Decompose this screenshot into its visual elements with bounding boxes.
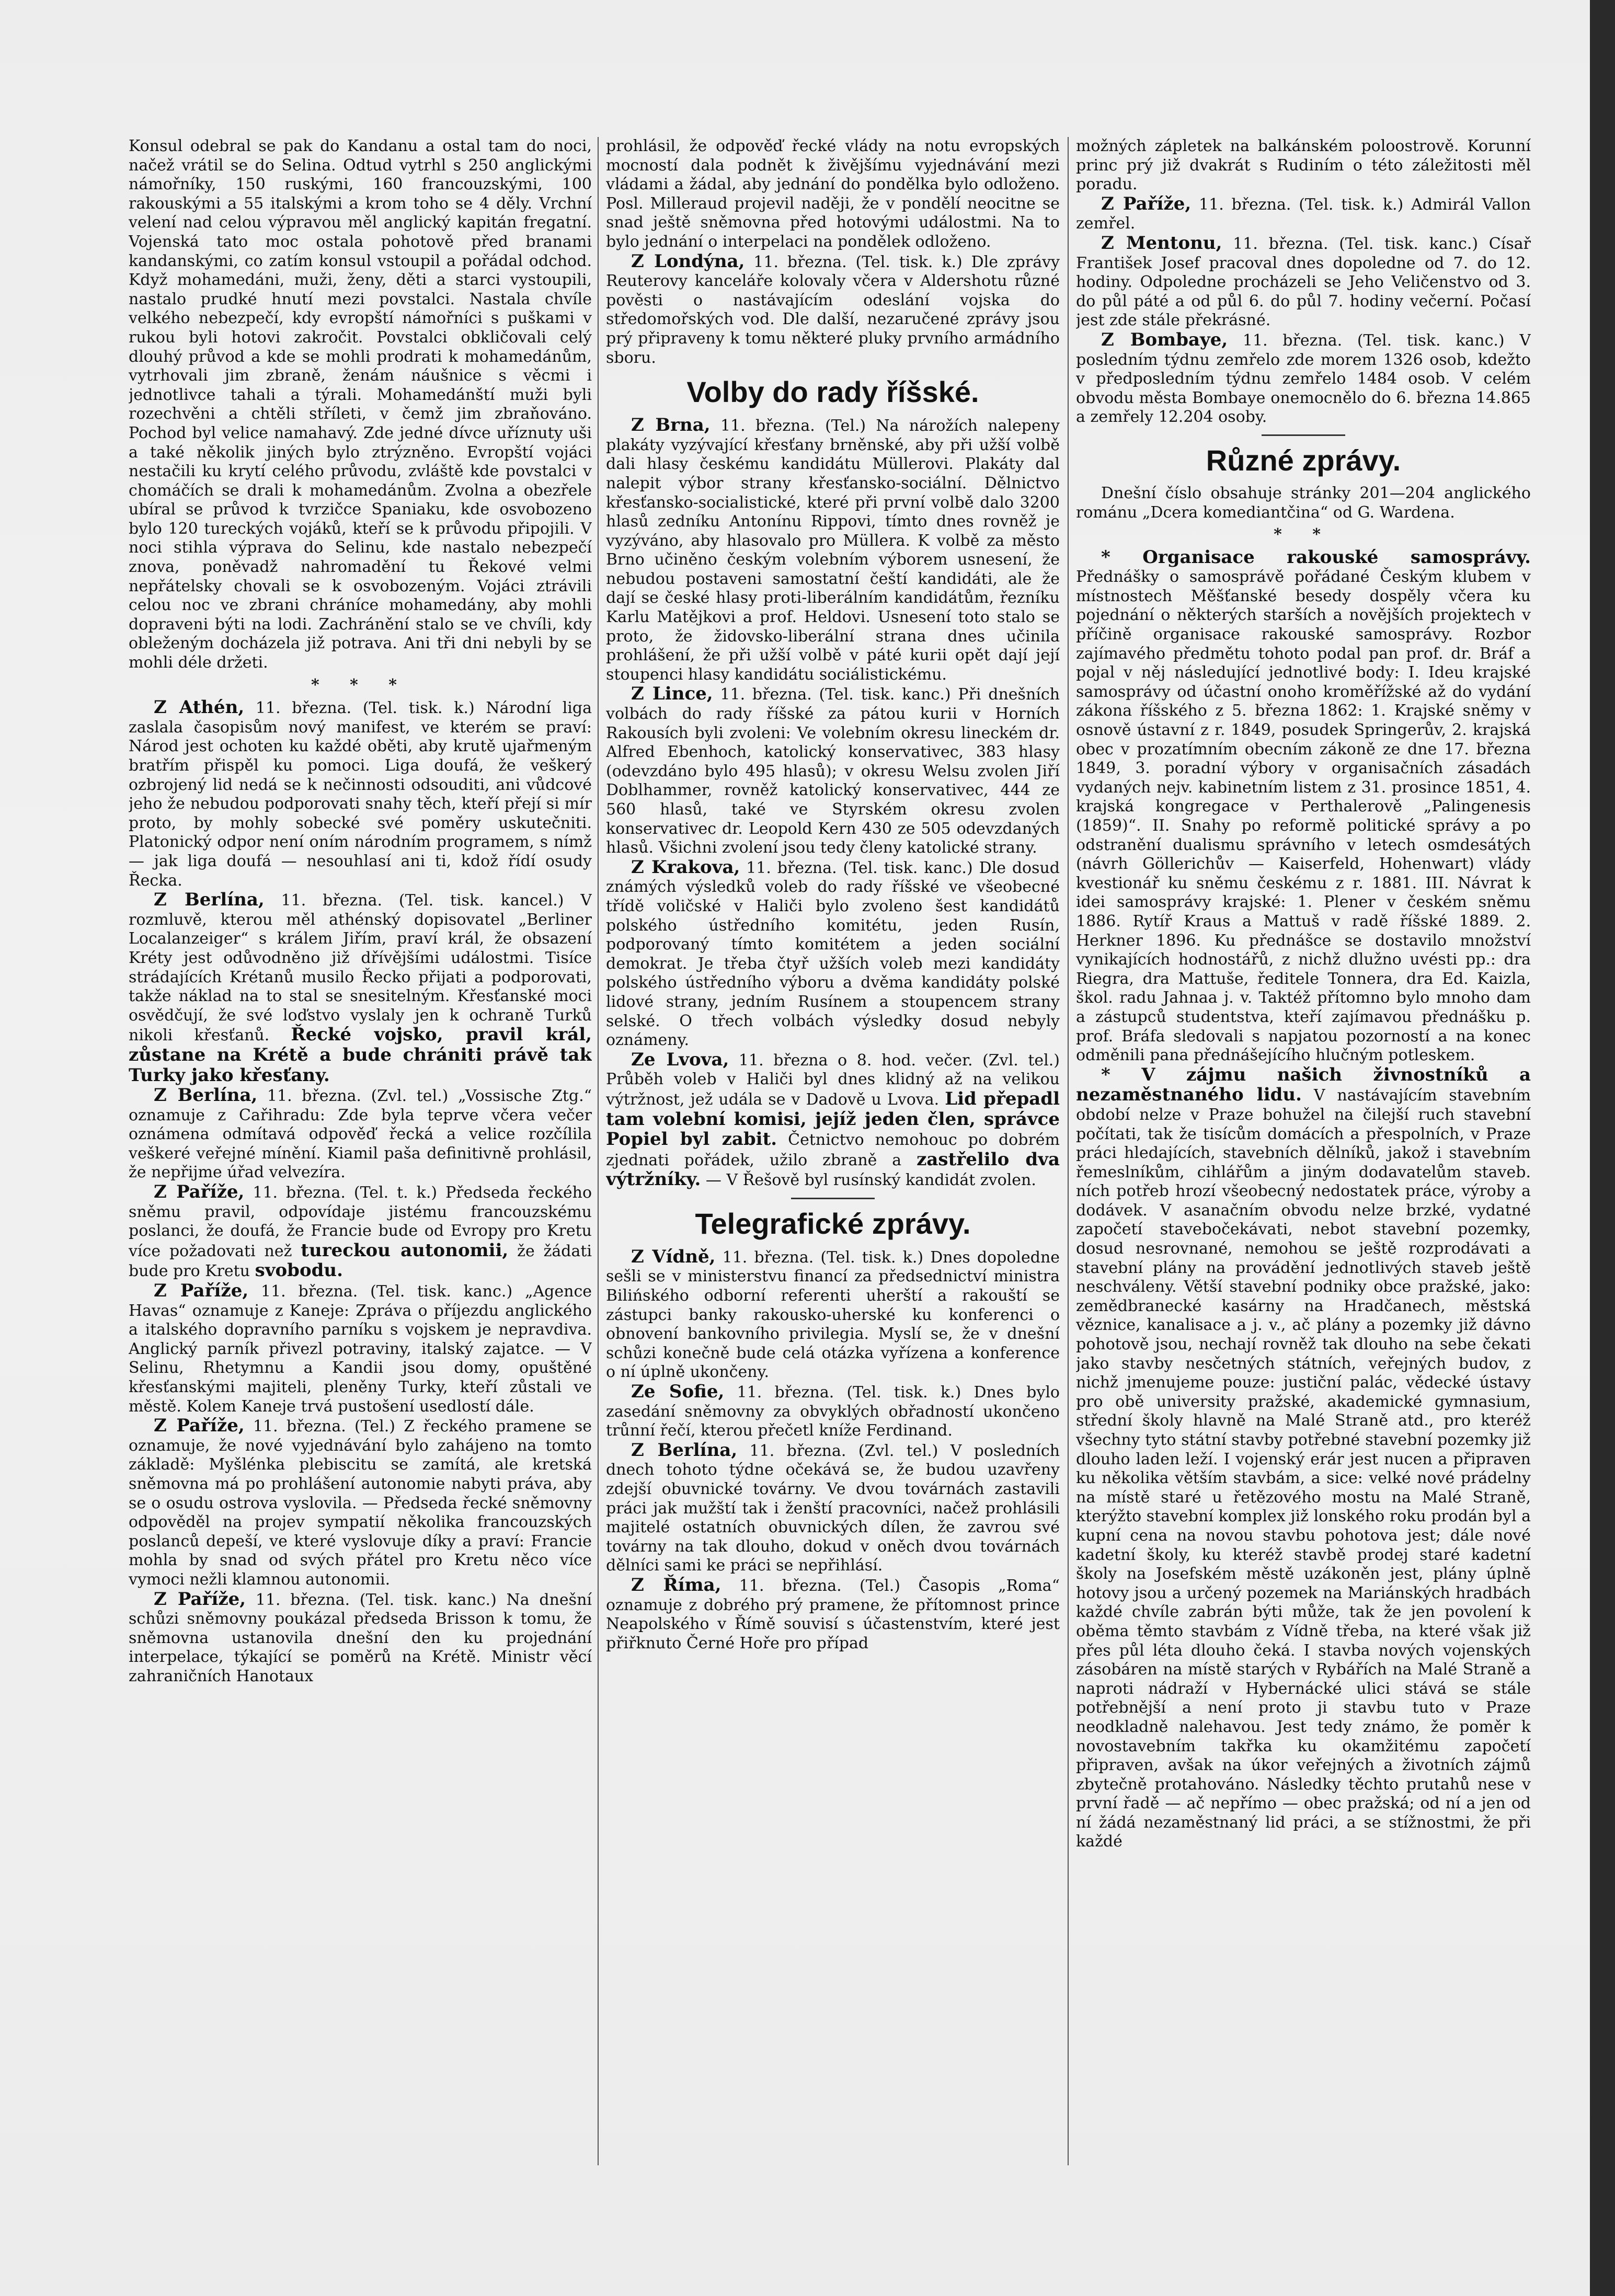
item-text: Dnes bylo zasedání sněmovny za obvyklých obřadností ukončeno trůnní řečí, kterou přečetl kníže Ferdinand. [606, 1383, 1060, 1440]
item-text: Průběh voleb v Haliči byl dnes klidný až na velikou výtržnost, jež udála se v Dadově u Lvova. [606, 1070, 1060, 1109]
paris-continuation-paragraph: prohlásil, že odpověď řecké vlády na notu evropských mocností dala podnět k živějšímu vyjednávání mezi vládami a žádal, aby jednání do pondělka bylo odloženo. Posl. Milleraud projevil naději, že v pondělí neocitne se snad ještě sněmovna před hotovými událostmi. Na to bylo jednání o interpelaci na pondělek odloženo. [606, 137, 1060, 251]
dateline-date: 11. března. (Tel. tisk. kanc.) [255, 1590, 497, 1609]
news-item-london [606, 252, 1060, 368]
bold-phrase: zastřelilo dva výtržníky. [606, 1149, 1060, 1190]
item-text: Dle zprávy Reuterovy kanceláře kolovaly včera v Aldershotu různé pověsti o nastávajícím odeslání vojska do středomořských vod. Dle další, nezaručené zprávy jsou prý připraveny k tomu některé pluky prvního armádního sboru. [606, 252, 1060, 367]
item-text: V posledních dnech tohoto týdne očekává se, že budou uzavřeny zdejší obuvnické továrny. Ve dvou továrnách zastavili práci jak mužští tak i ženští pracovníci, načež prohlásili majitelé ostatních obuvnických dílen, že zavrou své továrny na tak dlouho, dokud v oněch dvou továrnách dělníci sami ke práci se nepřihlásí. [606, 1441, 1060, 1575]
dateline-place: Z Paříže, [154, 1588, 246, 1610]
item-text: Dnes dopoledne sešli se v ministerstvu financí za předsednictví ministra Bilińského odborní referenti uherští a rakouští se zástupci banky rakousko-uherské ku konferenci o obnovení bankovního privilegia. Myslí se, že v dnešní schůzi konečně bude celá otázka vyřízena a konference o ní úplně ukončeny. [606, 1248, 1060, 1382]
news-item-rome [606, 1576, 1060, 1653]
dateline-place: Z Lince, [631, 683, 713, 705]
dateline-place: Z Berlína, [631, 1439, 738, 1461]
bold-phrase: svobodu. [255, 1260, 343, 1281]
news-item-paris-3 [129, 1416, 592, 1589]
dateline-place: Z Krakova, [631, 856, 740, 878]
scan-dark-edge [1590, 0, 1615, 2296]
news-item-vienna [606, 1247, 1060, 1382]
dateline-date: 11. března o 8. hod. večer. (Zvl. tel.) [738, 1051, 1060, 1070]
news-item-berlin-2 [129, 1086, 592, 1183]
dateline-place: Z Athén, [154, 697, 245, 718]
column-3 [1076, 137, 1531, 2171]
item-text: Admirál Vallon zemřel. [1076, 195, 1531, 233]
item-text: že žádati bude pro Kretu [129, 1242, 592, 1281]
crete-consul-paragraph: Konsul odebral se pak do Kandanu a ostal tam do noci, načež vrátil se do Selina. Odtud vytrhl s 250 anglickými námořníky, 150 ruskými, 160 francouzskými, 100 rakouskými a 55 italskými a krom toho se 4 děly. Vrchní velení nad celou výpravou měl anglický kapitán fregatní. Vojenská tato moc ostala pohotově před branami kandanskými, co zatím konsul vstoupil a pořádal odchod. Když mohamedáni, muži, ženy, děti a starci vystoupili, nastalo prudké hnutí mezi povstalci. Nastala chvíle velkého nebezpečí, kdy evropští námořníci s puškami v rukou byli hotovi zakročit. Povstalci obkličovali celý dlouhý průvod a kde se mohli prodrati k mohamedánům, vytrhovali jim zbraně, ženám náušnice s věcmi i jednotlivce tahali a týrali. Mohamedánští muži byli rozechvěni a chtěli stříleti, v čemž jim zbraňováno. Pochod byl velice namahavý. Zde jedné dívce uříznuty uši a také několik jiných bylo ztrýzněno. Evropští vojáci nestačili ku krytí celého průvodu, zvláště kde povstalci v chomáčích se drali k mohamedánům. Zvolna a obezřele ubíral se průvod k tvrzičce Spaniaku, kde osvobozeno bylo 120 tureckých vojáků, kteří se k průvodu připojili. V noci stihla výprava do Selinu, kde nastalo nebezpečí znova, poněvadž nahromadění tu Řekové velmi nepřátelsky chovali se k osvobozeným. Vojáci ztrávili celou noc ve zbrani chráníce mohamedány, aby mohli dopraveni býti na lodi. Zachránění stalo se ve chvíli, kdy obleženým docházela již potrava. Ani tři dni nebyli by se mohli déle držeti. [129, 137, 592, 672]
column-1 [129, 137, 592, 2171]
news-item-menton [1076, 234, 1531, 330]
dateline-place: Z Londýna, [631, 250, 745, 272]
news-item-brno [606, 416, 1060, 684]
dateline-date: 11. března. (Tel. tisk. k.) [753, 252, 963, 271]
column-divider [598, 137, 599, 2165]
dateline-date: 11. března. (Tel. tisk. k.) [1199, 195, 1404, 214]
article-text: Přednášky o samosprávě pořádané Českým klubem v místnostech Měšťanské besedy dospěly včera ku pojednání o některých starších a novějších projektech v příčině organisace rakouské samosprávy. Rozbor zajímavého předmětu tohoto podal pan prof. dr. Bráf a pojal v něj následující jednotlivé body: I. Ideu krajské samosprávy od účastní onoho kroměřížské až do vydání zákona říšského z 5. března 1862: 1. Krajské sněmy v osnově ústavní z r. 1849, posudek Springerův, 2. krajská obec v prozatímním obecním zákoně ze dne 17. března 1849, 3. poradní výbory v organisačních zásadách vydaných nejv. kabinetním listem z 31. prosince 1851, 4. krajská kongregace v Perthalerově „Palingenesis (1859)“. II. Snahy po reformě politické správy a po odstranění dualismu správního v letech osmdesátých (návrh Göllerichův — Kaiserfeld, Hohenwart) vlády kvestionář ku sněmu českému z r. 1881. III. Návrat k idei samosprávy krajské: 1. Plener v českém sněmu 1886. Rytíř Kraus a Mattuš v radě říšské 1889. 2. Herkner 1896. Ku přednášce se dostavilo množství vynikajících hodnostářů, z nichž dlužno uvésti pp.: dra Riegra, dra Mattuše, ředitele Tonnera, dra Ed. Kaizla, škol. radu Jahnaa j. v. Taktéž přítomno bylo mnoho dam a zástupců studentstva, kteří zajímavou přednášku p. prof. Bráfa sledovali s napjatou pozorností a na konec odměnili pana přednášejícího hlučným potleskem. [1076, 568, 1531, 1065]
item-text: Při dnešních volbách do rady říšské za pátou kurii v Horních Rakousích byli zvoleni: Ve volebním okresu lineckém dr. Alfred Ebenhoch, katolický konservativec, 383 hlasy (odevzdáno bylo 495 hlasů); v okresu Welsu zvolen Jiří Doblhammer, rovněž katolický konservativec, 444 ze 560 hlasů, také ve Styrském okresu zvolen konservativec dr. Leopold Kern 430 ze 505 odevzdaných hlasů. Všichni zvolení jsou tedy členy katolické strany. [606, 685, 1060, 857]
item-text: Národní liga zaslala časopisům nový manifest, ve kterém se praví: Národ jest ochoten ku každé oběti, aby krutě ujařmeným bratřím přispěl ku pomoci. Liga doufá, že veškerý ozbrojený lid nedá se k nečinnosti odsouditi, ani vůdcové jeho že nebudou podporovati snahy těch, kteří přejí si mír proto, by mohly sobecké své poměry uskutečniti. Platonický odpor není oním národním programem, s nímž — jak liga doufá — nesouhlasí ani ti, kdož řídí osudy Řecka. [129, 699, 592, 890]
dateline-date: 11. března. (Zvl. tel.) [749, 1441, 938, 1460]
news-item-krakow [606, 858, 1060, 1050]
dateline-place: Z Paříže, [154, 1280, 249, 1302]
news-item-paris-4 [129, 1590, 592, 1686]
news-item-lvov [606, 1050, 1060, 1190]
dateline-place: Z Berlína, [154, 889, 265, 911]
dateline-place: Z Paříže, [154, 1415, 245, 1437]
item-text: Četnictvo nemohouc po dobrém zjednati pořádek, užilo zbraně a [606, 1131, 1060, 1169]
rome-continuation-paragraph: možných zápletek na balkánském poloostrově. Korunní princ prý již dvakrát s Rudiním o této záležitosti měl poradu. [1076, 137, 1531, 194]
news-item-paris-2 [129, 1281, 592, 1416]
section-heading-misc: Různé zprávy. [1206, 443, 1401, 477]
article-self-government [1076, 548, 1531, 1065]
column-2 [606, 137, 1060, 2171]
article-title: * Organisace rakouské samosprávy. [1101, 546, 1531, 568]
item-text: Císař František Josef pracoval dnes dopoledne od 7. do 12. hodiny. Odpoledne procházeli se Jeho Veličenstvo od 3. do půl páté a od půl 6. do půl 7. hodiny večerní. Počasí jest zde stále překrásné. [1076, 234, 1531, 330]
item-text: „Agence Havas“ oznamuje z Kaneje: Zpráva o příjezdu anglického a italského dopravního parníku s vojskem je nepravdiva. Anglický parník přivezl potraviny, italský zajatce. — V Selinu, Rhetymnu a Kandii jsou domy, opuštěné křesťanskými majiteli, pleněny Turky, kteří zůstali ve městě. Kolem Kaneje trvá pustošení usedlostí dále. [129, 1282, 592, 1416]
column-divider [1068, 137, 1069, 2165]
item-text: Na nárožích nalepeny plakáty vyzývající křesťany brněnské, aby při užší volbě dali hlasy českému kandidátu Müllerovi. Plakáty dal nalepit výbor strany křesťansko-sociální. Dělnictvo křesťansko-socialistické, které při první volbě dalo 3200 hlasů zedníku Antonínu Rippovi, tímto dnes rovněž je vyzýváno, aby hlasovalo pro Müllera. K volbě za město Brno učiněno českým volebním výborem usnesení, že nebudou postaveni samostatní čeští kandidáti, ale že dají se české hlasy proti-liberálním kandidátům, řezníku Karlu Matějkovi a prof. Heldovi. Usnesení toto stalo se proto, že židovsko-liberální strana dnes učinila prohlášení, že při užší volbě v páté kurii opět dají její stoupenci hlasy kandidátu sociálistickému. [606, 417, 1060, 684]
dateline-date: 11. března. (Tel. tisk. k.) [722, 1248, 924, 1267]
dateline-date: 11. března. (Tel. tisk. kanc.) [720, 685, 951, 704]
item-text: V rozmluvě, kterou měl athénský dopisovatel „Berliner Localanzeiger“ s králem Jiřím, praví král, že obsazení Kréty jest odůvodněno již dřívějšími událostmi. Tisíce strádajících Krétanů musilo Řecko přijati a podporovati, takže náklad na to stal se snesitelným. Křesťanské moci osvědčují, že své loďstvo vyslaly jen k ochraně Turků nikoli křesťanů. [129, 891, 592, 1045]
item-text: V posledním týdnu zemřelo zde morem 1326 osob, kdežto v předposledním týdnu zemřelo 1484 osob. V celém obvodu města Bombaye onemocnělo do 6. března 14.865 a zemřely 12.204 osoby. [1076, 331, 1531, 427]
item-text: Z řeckého pramene se oznamuje, že nové vyjednávání bylo zahájeno na tomto základě: Myšlénka plebiscitu se zamítá, ale kretská sněmovna má po prohlášení autonomie nabyti práva, aby se o osudu ostrova vyslovila. — Předseda řecké sněmovny odpověděl na projev sympatií několika francouzských poslanců depeší, ve které vyslovuje díky a praví: Francie mohla by snad od svých přátel pro Kretu něco více vymoci nežli klamnou autonomii. [129, 1417, 592, 1589]
news-item-linz [606, 684, 1060, 857]
dateline-place: Z Brna, [631, 415, 711, 436]
article-text: V nastávajícím stavebním období nelze v Praze bohužel na čilejší ruch stavební počítati, tak že tisícům domácích a přespolních, v Praze práci hledajících, stavebních dělníků, jakož i stavebním řemeslníkům, cihlářům a jiným dodavatelům staveb. ních potřeb hrozí všeobecný nedostatek práce, výroby a dodávek. V asanačním obvodu nelze brzké, vydatné započetí stavebočekávati, nebot stavební pozemky, dosud nesrovnané, nemohou se ještě rozprodávati a stavební plány na provádění jednotlivých staveb ještě neschváleny. Větší stavební podniky obce pražské, jako: zemědbranecké kasárny na Hradčanech, městská věznice, kanalisace a j. v., ač plány a pozemky již dávno pohotově jsou, nechají rovněž tak dlouho na sebe čekati jako stavby nesčetných státních, veřejných budov, z nichž jmenujeme pouze: justiční palác, vědecké ústavy pro obě university pražské, akademické gymnasium, střední školy hlavně na Malé Straně atd., pro kteréž všechny tyto státní stavby potřebné stavební pozemky již dlouho laden leží. I vojenský erár jest nucen a připraven ku několika větším stavbám, a sice: velké nové prádelny na místě staré u řetězového mostu na Malé Straně, kterýžto stavební komplex již lonského roku prodán byl a kupní cena na novou stavbu pohotova jest; dále nové kadetní školy, ku kteréž stavbě prodej staré kadetní školy na Josefském městě uzákoněn jest, plány úplně hotovy jsou a určený pozemek na Mariánských hradbách každé chvíle zabrán býti může, tak že jen povolení k oběma těmto stavbám z Vídně třeba, na které však již přes půl léta dlouho čeká. I stavba nových vojenských zásobáren na místě starých v Rybářích na Malé Straně a naproti nádraží v Hybernácké ulici stává se stále potřebnější a není proto ji stavbu tuto v Praze neodkladně nalehavou. Jest tedy známo, že poměr k novostavebním takřka ku okamžitému započetí připraven, avšak na úkor veřejných a životních zájmů zbytečně protahováno. Následky těchto prutahů nese v první řadě — ač nepřímo — obec pražská; od ní a jen od ní žádá nezaměstnaný lid práci, a se stížnostmi, že při každé [1076, 1086, 1531, 1851]
news-item-paris-1 [129, 1183, 592, 1281]
dateline-date: 11. března. (Tel. tisk. kancel.) [281, 891, 564, 910]
dateline-date: 11. března. (Tel.) [720, 417, 866, 435]
dateline-place: Z Paříže, [154, 1181, 245, 1203]
section-heading-elections: Volby do rady říšské. [686, 375, 979, 409]
item-text: Předseda řeckého sněmu pravil, odpovídaje jistému francouzskému poslanci, že doufá, že Francie bude od Evropy pro Kretu více požadovati než [129, 1184, 592, 1260]
dateline-date: 11. března. (Tel. tisk. k.) [737, 1383, 961, 1402]
dateline-place: Z Bombaye, [1101, 329, 1228, 350]
article-tradesmen [1076, 1065, 1531, 1852]
dateline-place: Ze Lvova, [631, 1049, 729, 1070]
section-heading-telegraph: Telegrafické zprávy. [695, 1207, 971, 1240]
item-text: „Vossische Ztg.“ oznamuje z Cařihradu: Zde byla teprve včera večer oznámena odmítavá odpověď řecká a velice rozčílila veškeré veřejné mínění. Kiamil paša definitivně prohlásil, že nepřijme úřad velvezíra. [129, 1087, 592, 1182]
dateline-date: 11. března. (Tel. t. k.) [253, 1184, 438, 1202]
dateline-place: Z Berlína, [154, 1085, 258, 1106]
dateline-place: Z Vídně, [631, 1246, 716, 1267]
item-text: Na dnešní schůzi sněmovny poukázal předseda Brisson k tomu, že sněmovna ustanovila dnešní den ku projednání interpelace, týkající se poměrů na Krétě. Ministr věcí zahraničních Hanotaux [129, 1590, 592, 1685]
dateline-date: 11. března. (Tel.) [253, 1417, 395, 1436]
dateline-date: 11. března. (Tel.) [739, 1576, 900, 1595]
dateline-place: Z Paříže, [1101, 193, 1192, 214]
dateline-place: Z Mentonu, [1101, 232, 1222, 254]
news-item-paris-5 [1076, 194, 1531, 234]
section-separator: * * [1274, 525, 1333, 544]
dateline-place: Ze Sofie, [631, 1381, 725, 1403]
dateline-date: 11. března. (Tel. tisk. kanc.) [261, 1282, 513, 1301]
horizontal-rule [791, 1198, 875, 1199]
dateline-date: 11. března. (Tel. tisk. kanc.) [1242, 331, 1505, 350]
item-text: Časopis „Roma“ oznamuje z dobrého prý pramene, že přítomnost prince Neapolského v Římě souvisí s účastenstvím, které jest přiřknuto Černé Hoře pro případ [606, 1576, 1060, 1652]
item-text: Dle dosud známých výsledků voleb do rady říšské ve všeobecné třídě voličské v Haliči bylo zvoleno šest kandidátů polského ústředního komitétu, jeden Rusín, podporovaný tímto komitétem a jeden sociální demokrat. Je třeba čtyř užších voleb mezi kandidáty polského ústředního výboru a dvěma kandidáty polské lidové strany, jedním Rusínem a stoupencem strany selské. O třech volbách výsledky dosud nebyly oznámeny. [606, 858, 1060, 1050]
dateline-place: Z Říma, [631, 1574, 721, 1595]
item-text: — V Řešově byl rusínský kandidát zvolen. [705, 1171, 1036, 1190]
bold-phrase: Lid přepadl tam volební komisi, jejíž jeden člen, správce Popiel byl zabit. [606, 1088, 1060, 1150]
news-item-berlin-1 [129, 890, 592, 1086]
news-item-berlin-3 [606, 1441, 1060, 1576]
misc-intro-paragraph: Dnešní číslo obsahuje stránky 201—204 anglického románu „Dcera komediantčina“ od G. Wardena. [1076, 484, 1531, 522]
bold-phrase: tureckou autonomii, [301, 1239, 509, 1261]
news-item-bombay [1076, 330, 1531, 427]
bold-quote: Řecké vojsko, pravil král, zůstane na Krétě a bude chrániti právě tak Turky jako křesťany. [129, 1024, 592, 1086]
dateline-date: 11. března. (Tel. tisk. k.) [255, 699, 475, 718]
dateline-date: 11. března. (Zvl. tel.) [267, 1087, 449, 1106]
dateline-date: 11. března. (Tel. tisk. kanc.) [746, 858, 973, 877]
horizontal-rule [1262, 434, 1345, 436]
section-separator: * * * [311, 675, 409, 694]
news-item-athens [129, 698, 592, 890]
article-title: * V zájmu našich živnostníků a nezaměstnaného lidu. [1076, 1064, 1531, 1106]
dateline-date: 11. března. (Tel. tisk. kanc.) [1233, 234, 1479, 253]
news-item-sofia [606, 1382, 1060, 1441]
